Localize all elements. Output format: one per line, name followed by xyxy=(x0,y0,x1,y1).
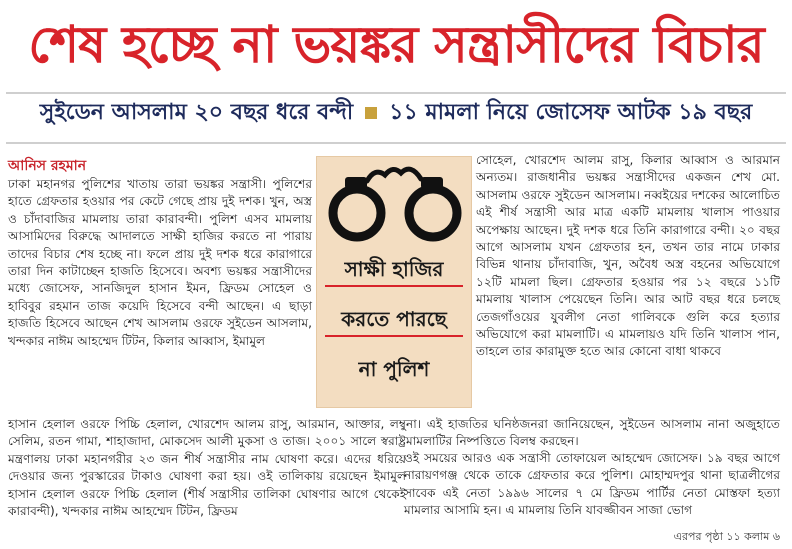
byline: আনিস রহমান xyxy=(8,158,87,174)
handcuffs-icon xyxy=(317,159,471,247)
pull-quote-line-2: করতে পারছে xyxy=(325,303,463,337)
pull-quote-line-1: সাক্ষী হাজির xyxy=(325,253,463,287)
subheadline-left: সুইডেন আসলাম ২০ বছর ধরে বন্দী xyxy=(39,99,354,125)
divider-top xyxy=(6,92,786,94)
body-column-3 xyxy=(404,450,780,520)
divider-under-subheadline xyxy=(6,142,786,144)
subheadline-separator-square xyxy=(365,107,377,119)
body-column-2-continued xyxy=(406,416,780,451)
body-paragraph: ঢাকা মহানগর পুলিশের খাতায় তারা ভয়ঙ্কর সন্ত্রাসী। পুলিশের হাতে গ্রেফতার হওয়ার পর কেটে গেছে প্রায় দুই দশক। খুন, অস্ত্র ও চাঁদাবাজির মামলায় তারা কারাবন্দী। পুলিশ এসব মামলায় আসামিদের বিরুদ্ধে আদালতে সাক্ষী হাজির করতে না পারায় তাদের বিচার শেষ হচ্ছে না। ফলে প্রায় দুই দশক ধরে কারাগারে তারা দিন কাটাচ্ছেন হাজতি হিসেবে। অবশ্য ভয়ঙ্কর সন্ত্রাসীদের মধ্যে জোসেফ, সানজিদুল হাসান ইমন, ফ্রিডম সোহেল ও হাবিবুর রহমান তাজ কয়েদি হিসেবে বন্দী আছেন। এ ছাড়া হাজতি হিসেবে আছেন শেখ আসলাম ওরফে সুইডেন আসলাম, খন্দকার নাঈম আহম্মেদ টিটন, কিলার আব্বাস, ইমামুল xyxy=(8,177,312,348)
body-column-2 xyxy=(476,152,780,361)
continuation-jump-line: এরপর পৃষ্ঠা ১১ কলাম ৬ xyxy=(673,530,780,543)
body-column-1 xyxy=(8,176,312,350)
body-paragraph: না। এই হাজতির ঘনিষ্ঠজনরা জানিয়েছেন, সুইডেন আসলাম নানা অজুহাতে মামলাটির নিষ্পত্তিতে বিলম্ব করছেন। xyxy=(406,417,780,449)
subheadline-right: ১১ মামলা নিয়ে জোসেফ আটক ১৯ বছর xyxy=(389,99,753,125)
subheadline xyxy=(6,96,786,130)
body-paragraph: হাসান হেলাল ওরফে পিচ্চি হেলাল, খোরশেদ আলম রাসু, আরমান, আক্তার, লম্বু সেলিম, রতন গামা, শাহাজাদা, মোকসেদ আলী মুকসা ও তাজ। ২০০১ সালে স্বরাষ্ট্র মন্ত্রণালয় ঢাকা মহানগরীর ২৩ জন শীর্ষ সন্ত্রাসীর নাম ঘোষণা করে। এদের ধরিয়ে দেওয়ার জন্য পুরস্কারের টাকাও ঘোষণা করা হয়। ওই তালিকায় রয়েছেন ইমামুল হাসান হেলাল ওরফে পিচ্চি হেলাল (শীর্ষ সন্ত্রাসীর তালিকা ঘোষণার আগে থেকেই কারাবন্দী), খন্দকার নাঈম আহম্মেদ টিটন, ফ্রিডম xyxy=(8,417,406,519)
body-paragraph: সোহেল, খোরশেদ আলম রাসু, কিলার আব্বাস ও আরমান অন্যতম। রাজধানীর ভয়ঙ্কর সন্ত্রাসীদের একজন শেখ মো. আসলাম ওরফে সুইডেন আসলাম। নব্বইয়ের দশকের আলোচিত এই শীর্ষ সন্ত্রাসী আর মাত্র একটি মামলায় খালাস পাওয়ার অপেক্ষায় আছেন। দুই দশক ধরে তিনি কারাগারে বন্দী। ২০ বছর আগে আসলাম যখন গ্রেফতার হন, তখন তার নামে ঢাকার বিভিন্ন থানায় চাঁদাবাজি, খুন, অবৈধ অস্ত্র বহনের অভিযোগে ১২টি মামলা ছিল। গ্রেফতার হওয়ার পর ১২ বছরে ১১টি মামলায় খালাস পেয়েছেন তিনি। আর আট বছর ধরে চলছে তেজগাঁওয়ের যুবলীগ নেতা গালিবকে গুলি করে হত্যার অভিযোগে করা মামলাটি। এ মামলায়ও যদি তিনি খালাস পান, তাহলে তার কারামুক্ত হতে আর কোনো বাধা থাকবে xyxy=(476,153,780,359)
body-column-1-lower xyxy=(8,416,406,520)
headline: শেষ হচ্ছে না ভয়ঙ্কর সন্ত্রাসীদের বিচার xyxy=(28,15,764,75)
body-paragraph: ওই সময়ের আরও এক সন্ত্রাসী তোফায়েল আহম্মেদ জোসেফ। ১৯ বছর আগে নারায়ণগঞ্জ থেকে তাকে গ্রেফতার করে পুলিশ। মোহাম্মদপুর থানা ছাত্রলীগের সাবেক এই নেতা ১৯৯৬ সালের ৭ মে ফ্রিডম পার্টির নেতা মোস্তফা হত্যা মামলার আসামি হন। এ মামলায় তিনি যাবজ্জীবন সাজা ভোগ xyxy=(404,451,780,518)
pull-quote-box xyxy=(316,156,472,408)
pull-quote-line-3: না পুলিশ xyxy=(358,357,430,381)
